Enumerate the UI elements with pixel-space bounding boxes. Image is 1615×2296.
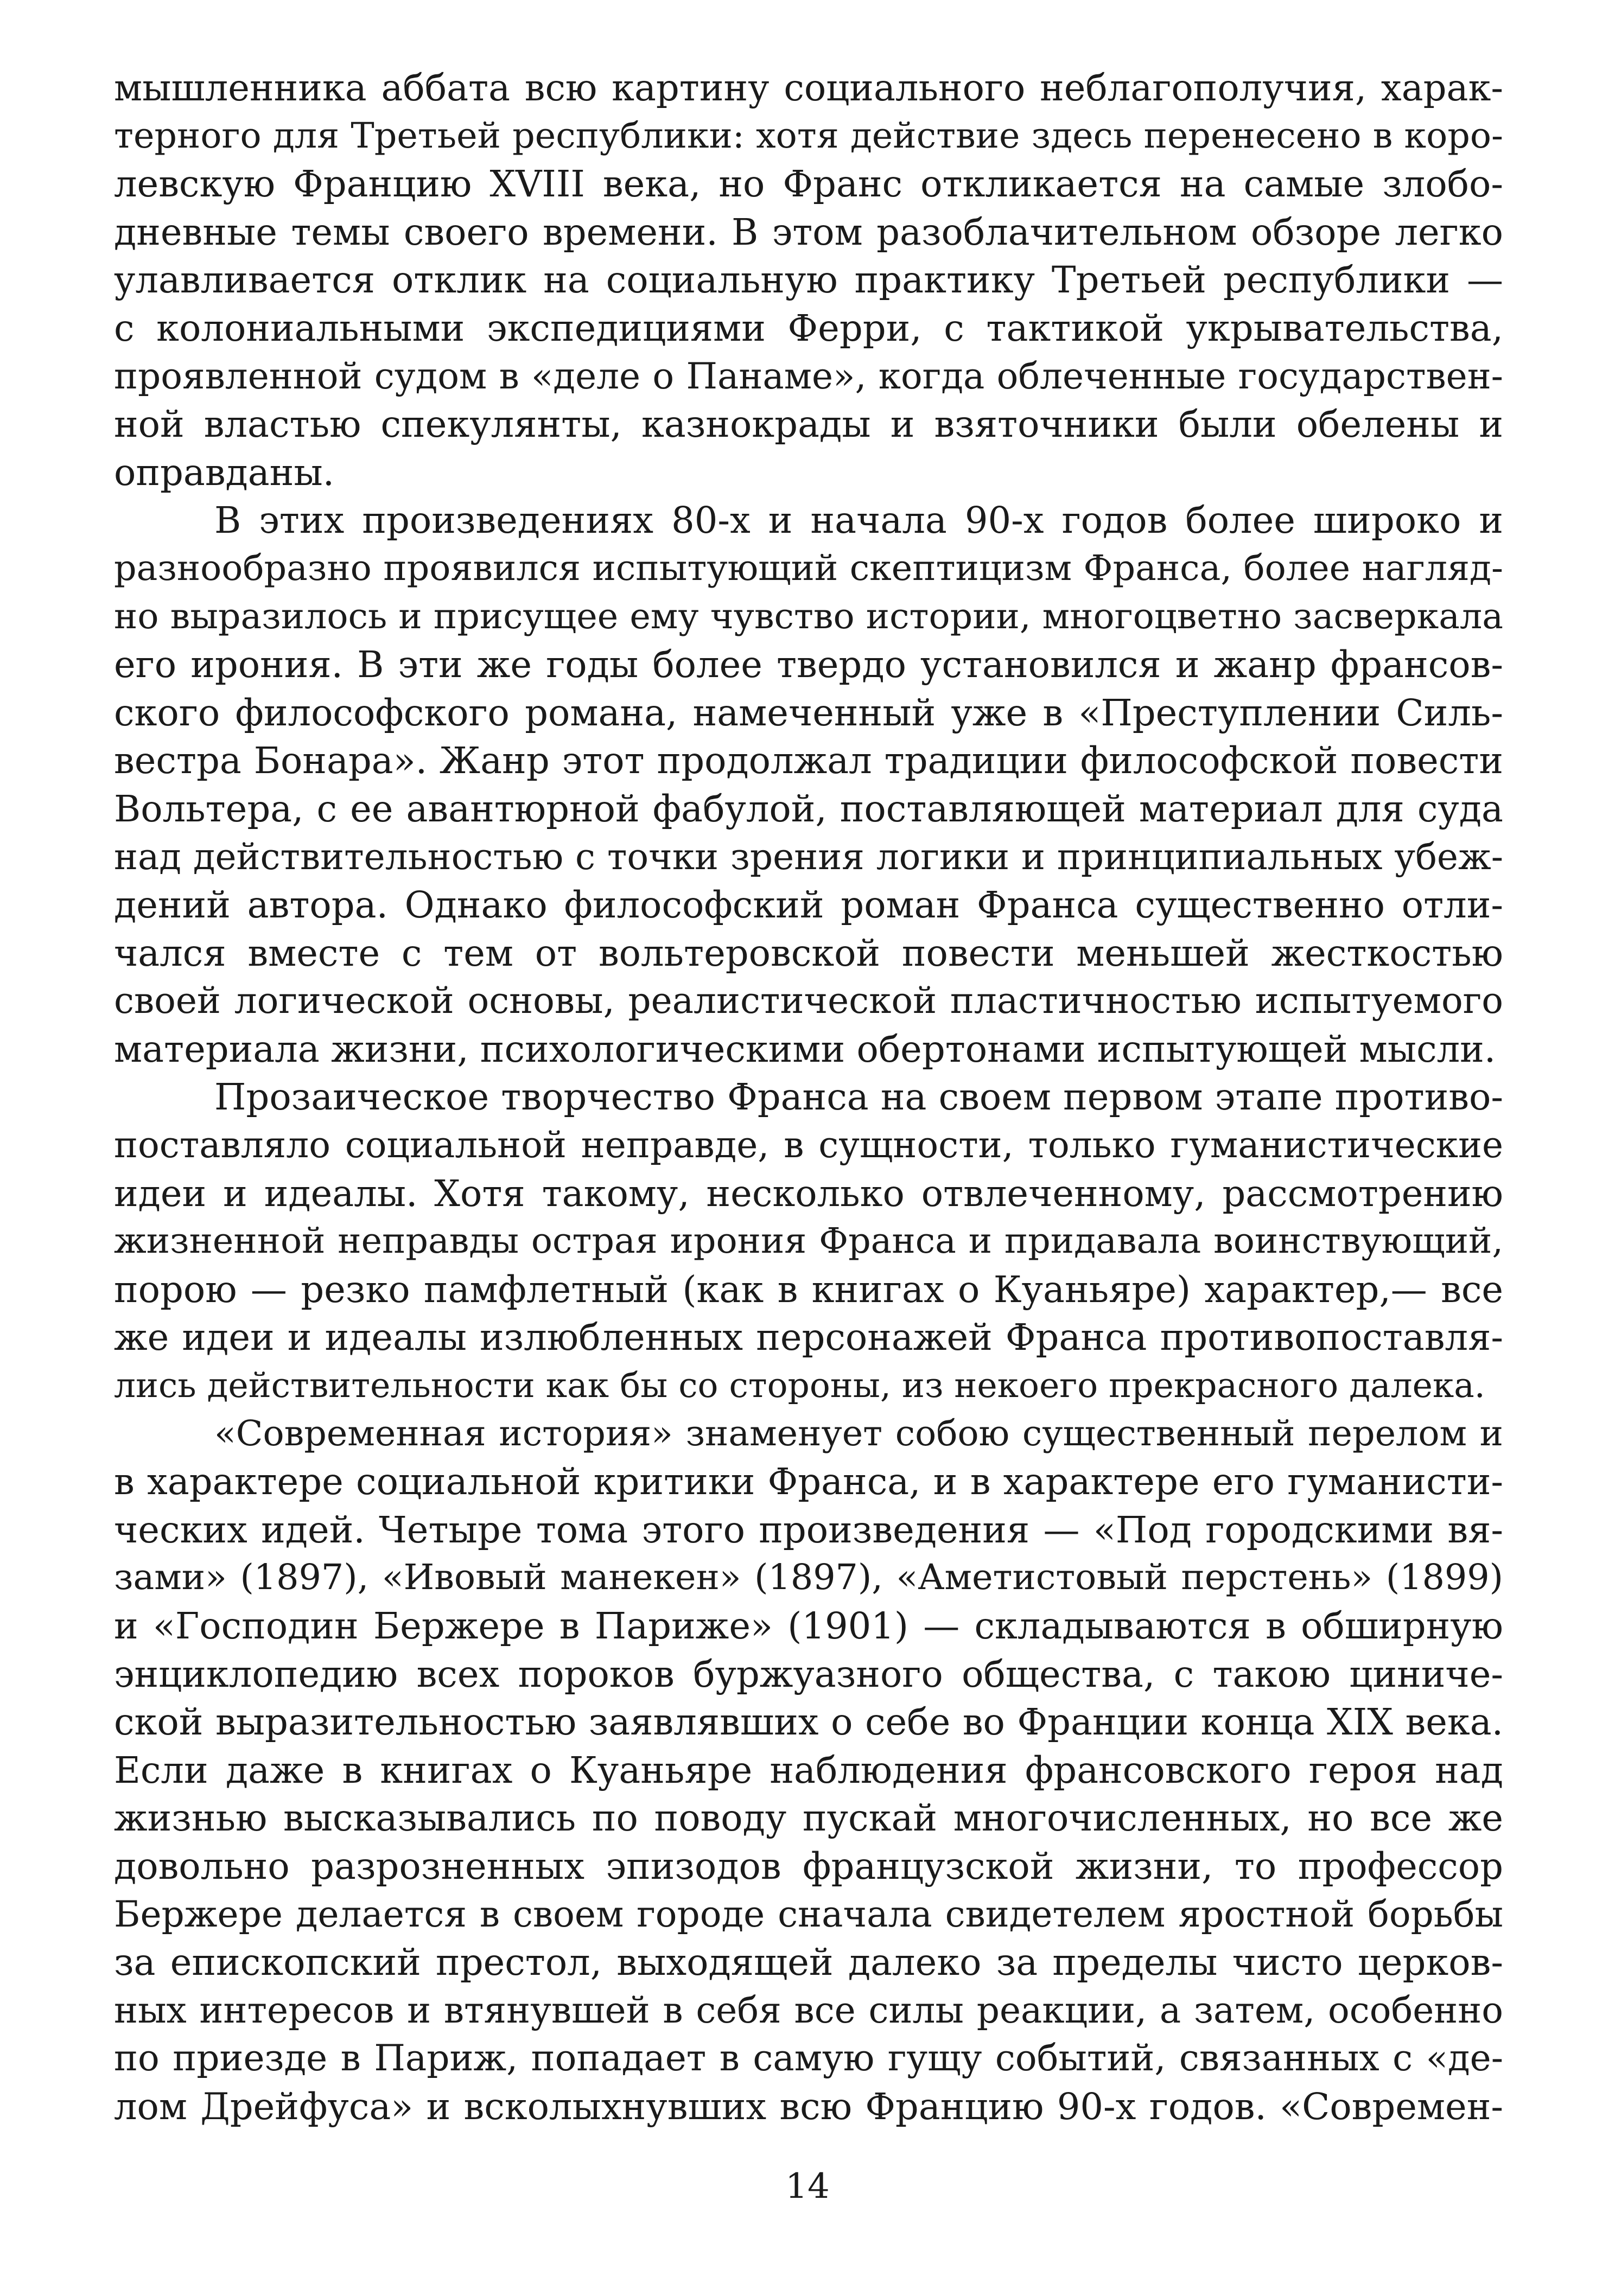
text-line: разнообразно проявился испытующий скептицизм Франса, более нагляд-: [114, 547, 1503, 589]
text-line: идеи и идеалы. Хотя такому, несколько отвлеченному, рассмотрению: [114, 1172, 1503, 1215]
text-line: ской выразительностью заявлявших о себе во Франции конца XIX века.: [114, 1701, 1503, 1744]
text-line: оправданы.: [114, 451, 335, 494]
text-line: Вольтера, с ее авантюрной фабулой, поставляющей материал для суда: [114, 787, 1503, 830]
text-line: левскую Францию XVIII века, но Франс откликается на самые злобо-: [114, 163, 1503, 206]
text-line: Бержере делается в своем городе сначала свидетелем яростной борьбы: [114, 1893, 1503, 1935]
text-line: в характере социальной критики Франса, и в характере его гуманисти-: [114, 1460, 1503, 1503]
text-line: ной властью спекулянты, казнокрады и взяточники были обелены и: [114, 403, 1503, 446]
text-line: с колониальными экспедициями Ферри, с тактикой укрывательства,: [114, 307, 1503, 349]
text-line: над действительностью с точки зрения логики и принципиальных убеж-: [114, 836, 1503, 878]
text-line: за епископский престол, выходящей далеко за пределы чисто церков-: [114, 1941, 1503, 1984]
text-line: энциклопедию всех пороков буржуазного общества, с такою циниче-: [114, 1653, 1503, 1695]
text-line: и «Господин Бержере в Париже» (1901) — складываются в обширную: [114, 1605, 1503, 1647]
text-line: его ирония. В эти же годы более твердо установился и жанр франсов-: [114, 643, 1503, 686]
text-line: лись действительности как бы со стороны, из некоего прекрасного далека.: [114, 1366, 1485, 1406]
text-line: зами» (1897), «Ивовый манекен» (1897), «Аметистовый перстень» (1899): [114, 1557, 1503, 1598]
text-line: порою — резко памфлетный (как в книгах о Куаньяре) характер,— все: [114, 1268, 1503, 1311]
page-number: 14: [785, 2166, 830, 2206]
paragraph: [114, 1410, 1503, 2131]
text-line: мышленника аббата всю картину социального неблагополучия, харак-: [114, 67, 1503, 109]
text-line: лом Дрейфуса» и всколыхнувших всю Францию 90-х годов. «Современ-: [114, 2085, 1503, 2128]
text-line: жизненной неправды острая ирония Франса и придавала воинствующий,: [114, 1221, 1503, 1262]
text-line: но выразилось и присущее ему чувство истории, многоцветно засверкала: [114, 596, 1503, 637]
text-line: «Современная история» знаменует собою существенный перелом и: [214, 1413, 1503, 1454]
text-line: В этих произведениях 80-х и начала 90-х годов более широко и: [214, 499, 1503, 542]
body-text: [114, 64, 1503, 2131]
text-line: материала жизни, психологическими обертонами испытующей мысли.: [114, 1028, 1496, 1070]
text-line: чался вместе с тем от вольтеровской повести меньшей жесткостью: [114, 932, 1503, 974]
text-line: же идеи и идеалы излюбленных персонажей Франса противопоставля-: [114, 1316, 1503, 1359]
text-line: довольно разрозненных эпизодов французской жизни, то профессор: [114, 1845, 1503, 1887]
text-line: своей логической основы, реалистической пластичностью испытуемого: [114, 980, 1503, 1022]
text-line: проявленной судом в «деле о Панаме», когда облеченные государствен-: [114, 355, 1503, 397]
text-line: дений автора. Однако философский роман Франса существенно отли-: [114, 884, 1503, 927]
text-line: поставляло социальной неправде, в сущности, только гуманистические: [114, 1124, 1503, 1166]
text-line: ческих идей. Четыре тома этого произведения — «Под городскими вя-: [114, 1508, 1503, 1551]
text-line: улавливается отклик на социальную практику Третьей республики —: [114, 259, 1503, 302]
text-line: Прозаическое творчество Франса на своем первом этапе противо-: [214, 1076, 1503, 1119]
text-line: жизнью высказывались по поводу пускай многочисленных, но все же: [114, 1797, 1503, 1840]
text-line: по приезде в Париж, попадает в самую гущу событий, связанных с «де-: [114, 2037, 1503, 2080]
text-line: вестра Бонара». Жанр этот продолжал традиции философской повести: [114, 739, 1503, 782]
text-line: терного для Третьей республики: хотя действие здесь перенесено в коро-: [114, 115, 1503, 156]
paragraph: [114, 64, 1503, 496]
text-line: Если даже в книгах о Куаньяре наблюдения франсовского героя над: [114, 1749, 1503, 1791]
paragraph: [114, 496, 1503, 1073]
text-line: дневные темы своего времени. В этом разоблачительном обзоре легко: [114, 211, 1503, 253]
paragraph: [114, 1073, 1503, 1410]
text-line: ского философского романа, намеченный уже в «Преступлении Силь-: [114, 691, 1503, 734]
text-line: ных интересов и втянувшей в себя все силы реакции, а затем, особенно: [114, 1989, 1503, 2031]
